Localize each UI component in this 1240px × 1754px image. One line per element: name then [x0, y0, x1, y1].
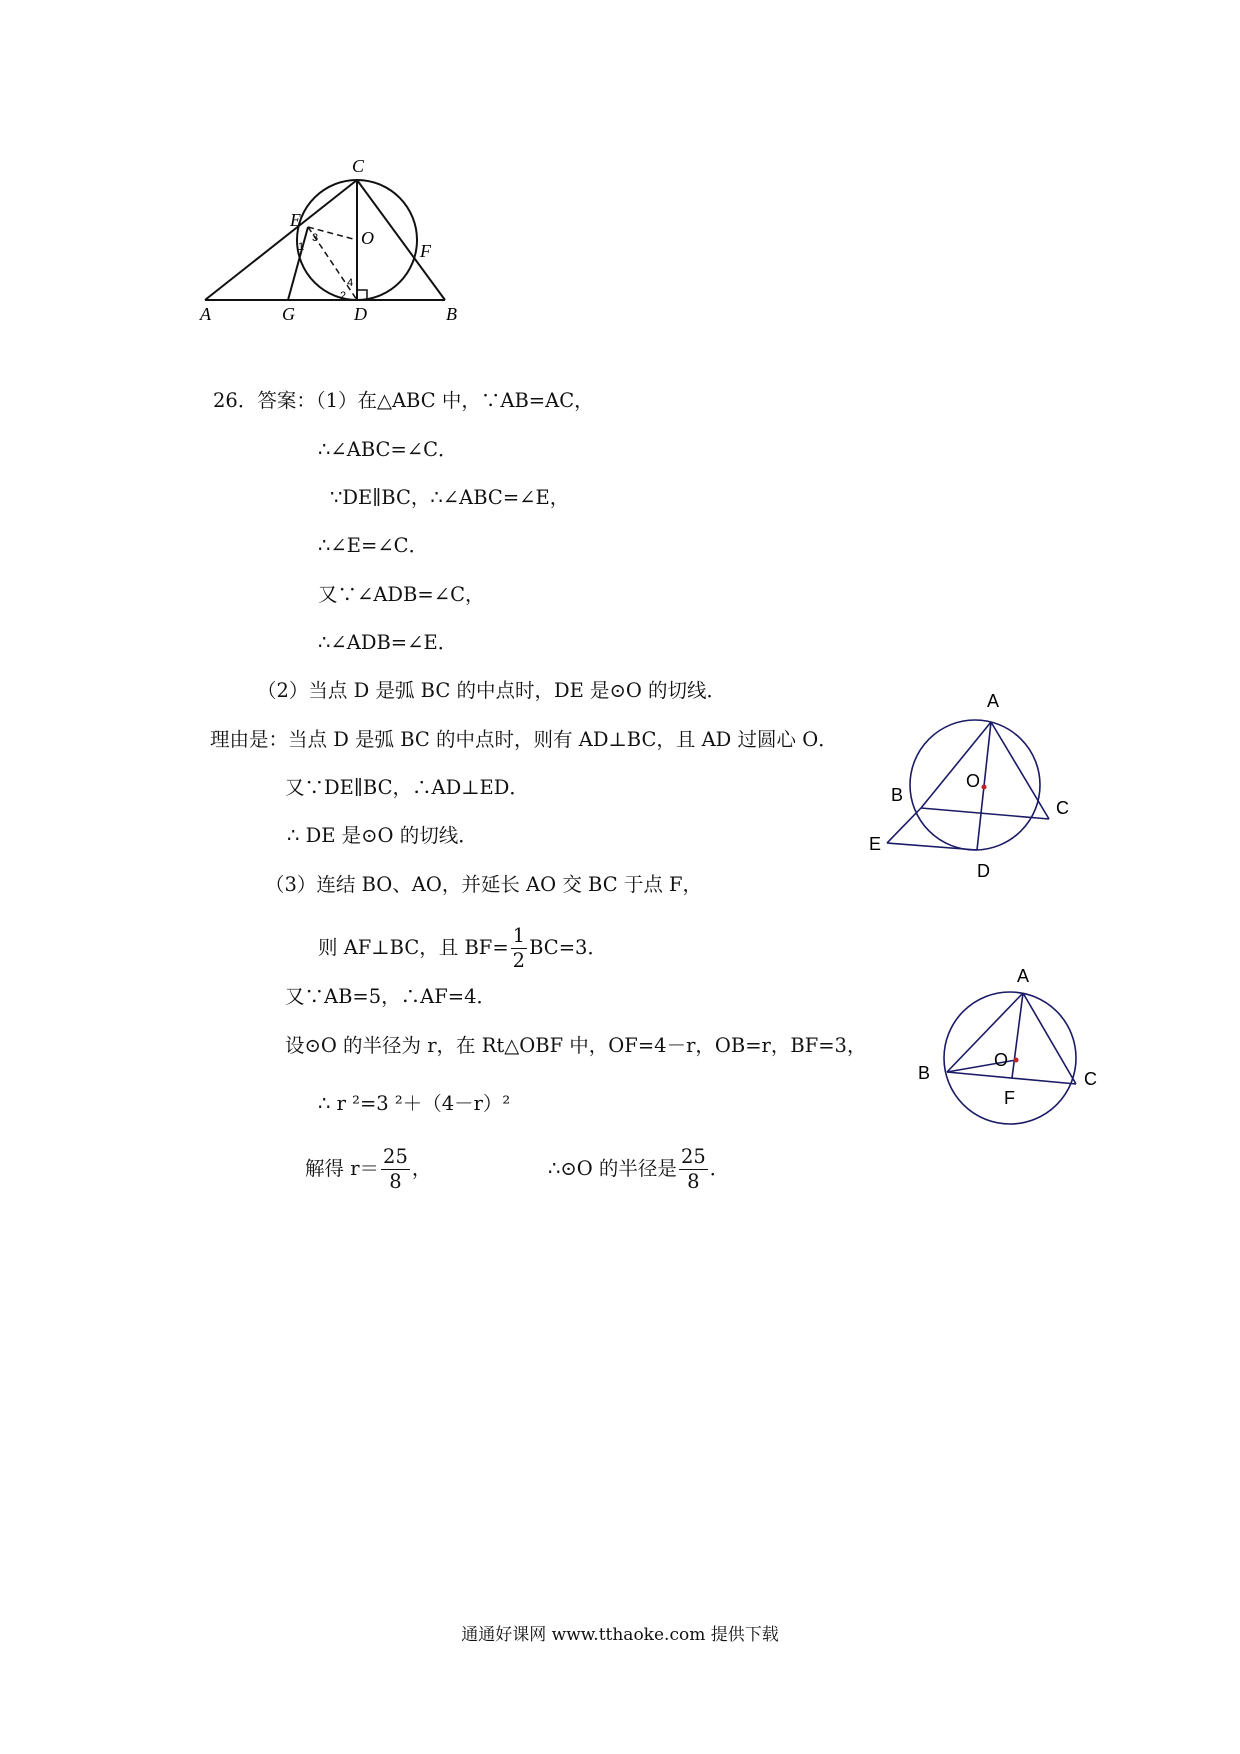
fraction-25-over-8-b: [679, 1145, 708, 1194]
answer-line-1: 26．答案：（1）在△ABC 中，∵AB=AC，: [213, 389, 594, 412]
fig1-label-d: D: [354, 304, 367, 324]
answer-line-16-text-a: 解得 r＝: [305, 1157, 380, 1180]
answer-line-16-text-b: ，: [411, 1157, 432, 1180]
figure-3-svg: [900, 960, 1120, 1160]
fig2-label-a: A: [987, 691, 1000, 711]
fraction-numerator: 1: [512, 924, 526, 947]
answer-line-12-text-b: BC=3．: [529, 936, 607, 959]
answer-line-16: [305, 1145, 431, 1194]
answer-line-9: 又∵DE∥BC，∴AD⊥ED．: [285, 776, 529, 799]
answer-line-15: ∴ r ²=3 ²＋（4－r）²: [318, 1092, 511, 1115]
answer-line-2: ∴∠ABC=∠C．: [318, 438, 458, 461]
answer-line-5: 又∵∠ADB=∠C，: [318, 583, 485, 606]
answer-line-13: 又∵AB=5，∴AF=4．: [285, 985, 497, 1008]
fig3-label-a: A: [1017, 966, 1030, 986]
fig3-label-c: C: [1084, 1069, 1097, 1089]
answer-line-16-conclusion: [548, 1145, 729, 1194]
answer-line-6: ∴∠ADB=∠E．: [318, 631, 458, 654]
answer-line-3: ∵DE∥BC，∴∠ABC=∠E，: [330, 486, 570, 509]
answer-line-10: ∴ DE 是⊙O 的切线．: [287, 824, 478, 847]
figure-2-svg: [855, 690, 1085, 890]
fig2-label-e: E: [869, 834, 882, 854]
figure-3-circumcircle: [900, 960, 1120, 1160]
answer-line-4: ∴∠E=∠C．: [318, 534, 429, 557]
figure-1-svg: [200, 150, 520, 350]
page-footer: 通通好课网 www.tthaoke.com 提供下载: [461, 1625, 779, 1645]
fraction-denominator: 8: [389, 1170, 402, 1193]
fig2-label-d: D: [977, 861, 990, 881]
fig3-label-b: B: [918, 1063, 931, 1083]
fraction-one-half: [511, 924, 527, 973]
answer-line-12: [318, 924, 607, 973]
fig1-label-e: E: [290, 210, 301, 230]
fig1-label-b: B: [446, 304, 457, 324]
fig1-angle-2: 2: [340, 290, 347, 302]
fraction-denominator: 2: [512, 949, 526, 972]
fraction-denominator: 8: [687, 1170, 700, 1193]
figure-2-tangent-circle: [855, 690, 1085, 890]
fig3-label-o: O: [994, 1050, 1009, 1070]
answer-line-7: （2）当点 D 是弧 BC 的中点时，DE 是⊙O 的切线．: [257, 679, 727, 702]
fraction-numerator: 25: [680, 1145, 706, 1168]
fig1-angle-4: 4: [347, 277, 354, 289]
answer-line-16-text-c: ∴⊙O 的半径是: [548, 1157, 677, 1180]
answer-line-8: 理由是：当点 D 是弧 BC 的中点时，则有 AD⊥BC，且 AD 过圆心 O．: [210, 728, 838, 751]
fig1-label-f: F: [420, 241, 431, 261]
fraction-25-over-8-a: [381, 1145, 410, 1194]
fig2-label-o: O: [966, 771, 981, 791]
answer-line-16-text-e: ．: [709, 1157, 730, 1180]
fig1-label-c: C: [351, 156, 365, 176]
fig3-label-f: F: [1004, 1088, 1015, 1108]
answer-line-14: 设⊙O 的半径为 r，在 Rt△OBF 中，OF=4－r，OB=r，BF=3，: [285, 1034, 867, 1057]
fig1-angle-3: 3: [312, 232, 319, 244]
figure-1-triangle-circle: [200, 150, 520, 350]
fig1-label-g: G: [282, 304, 295, 324]
answer-line-12-text-a: 则 AF⊥BC，且 BF=: [318, 936, 509, 959]
fig2-label-c: C: [1056, 798, 1069, 818]
answer-line-11: （3）连结 BO、AO，并延长 AO 交 BC 于点 F，: [265, 873, 703, 896]
fraction-numerator: 25: [383, 1145, 408, 1168]
fig2-label-b: B: [891, 785, 904, 805]
fig1-label-o: O: [361, 228, 374, 248]
fig1-label-a: A: [200, 304, 211, 324]
fig1-angle-1: 1: [298, 241, 305, 253]
